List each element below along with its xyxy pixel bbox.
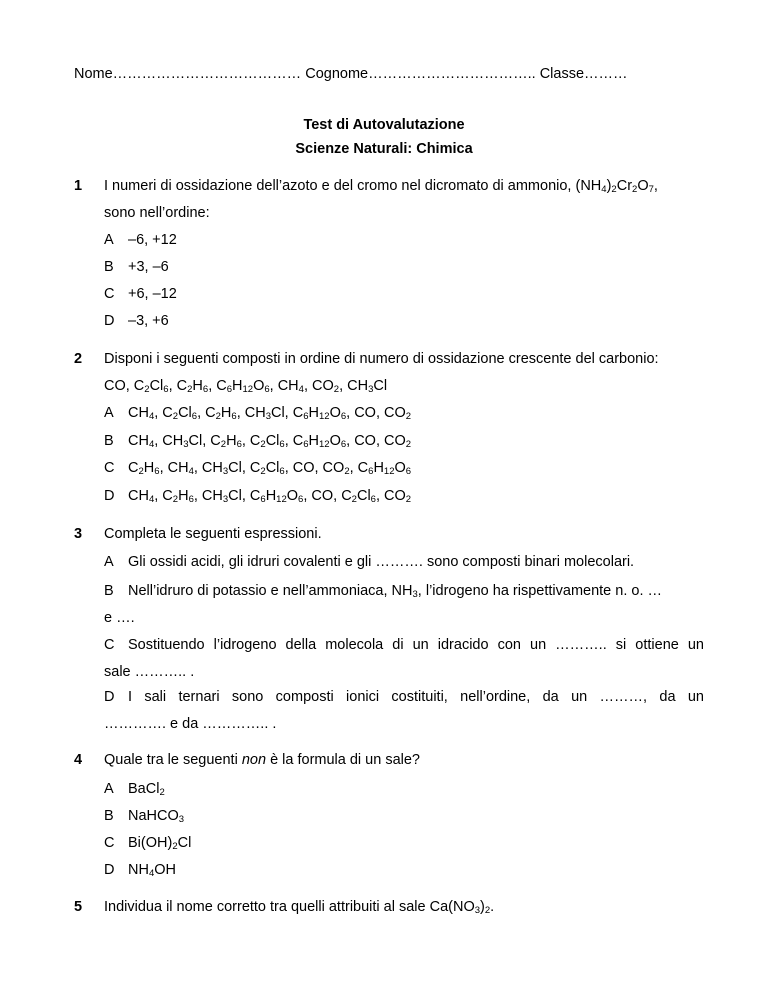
question-4-text-emphasis: non (241, 752, 267, 768)
nome-field[interactable]: Nome………………………………… (74, 66, 302, 82)
option-letter: B (104, 583, 114, 599)
question-4-option-d[interactable] (104, 862, 176, 878)
question-1-option-c[interactable] (104, 286, 177, 302)
option-letter: B (104, 259, 114, 275)
question-1-number: 1 (74, 178, 83, 194)
option-text: $Bi(OH)_2Cl$ (128, 835, 192, 852)
question-4-text (104, 752, 420, 768)
item-text: Gli ossidi acidi, gli idruri covalenti e gli ………. sono composti binari molecolari. (128, 554, 635, 570)
option-letter: D (104, 689, 115, 705)
question-3-item-a (104, 554, 634, 570)
option-letter: A (104, 232, 114, 248)
option-letter: C (104, 835, 115, 851)
question-4-option-c[interactable] (104, 835, 191, 851)
option-text: $CH_4$, $C_2H_6$, $CH_3Cl$, $C_6H_{12}O_6$, CO, $C_2Cl_6$, $CO_2$ (128, 488, 412, 505)
option-letter: B (104, 433, 114, 449)
option-text: +6, –12 (128, 286, 177, 302)
question-3-item-c-cont: sale ……….. . (104, 664, 195, 680)
question-3-item-b (104, 583, 662, 599)
question-3-number: 3 (74, 526, 83, 542)
item-text: I sali ternari sono composti ionici costituiti, nell’ordine, da un ………, da un (128, 689, 704, 705)
question-1-option-a[interactable] (104, 232, 177, 248)
option-letter: B (104, 808, 114, 824)
question-3-text: Completa le seguenti espressioni. (104, 526, 322, 542)
question-1-text (104, 178, 658, 194)
question-4-number: 4 (74, 752, 83, 768)
option-letter: D (104, 862, 115, 878)
option-text: $CH_4$, $CH_3Cl$, $C_2H_6$, $C_2Cl_6$, $C_6H_{12}O_6$, CO, $CO_2$ (128, 433, 412, 450)
item-text-post: , l’idrogeno ha rispettivamente n. o. … (417, 583, 663, 599)
question-4-option-b[interactable] (104, 808, 184, 824)
option-letter: C (104, 286, 115, 302)
question-3-item-d-cont: …………. e da ………….. . (104, 716, 277, 732)
question-4-text-post: è la formula di un sale? (266, 752, 420, 768)
question-2-number: 2 (74, 351, 83, 367)
question-2-option-d[interactable] (104, 488, 411, 504)
cognome-field[interactable]: Cognome…………………………….. (305, 66, 536, 82)
option-text: $C_2H_6$, $CH_4$, $CH_3Cl$, $C_2Cl_6$, CO, $CO_2$, $C_6H_{12}O_6$ (128, 460, 412, 477)
page-subtitle: Scienze Naturali: Chimica (295, 141, 473, 157)
question-3-item-c (104, 637, 704, 653)
option-text: BaCl$_2$ (128, 781, 165, 798)
item-subscript: 3 (412, 589, 418, 600)
question-2-option-c[interactable] (104, 460, 411, 476)
question-5-text: Individua il nome corretto tra quelli attribuiti al sale $Ca(NO_3)_2$. (104, 899, 495, 916)
question-1-text-main: I numeri di ossidazione dell’azoto e del cromo nel dicromato di ammonio, (104, 178, 572, 194)
question-1-option-b[interactable] (104, 259, 169, 275)
option-text: NaHCO$_3$ (128, 808, 185, 825)
option-text: +3, –6 (128, 259, 169, 275)
question-3-item-d (104, 689, 704, 705)
option-text: –6, +12 (128, 232, 177, 248)
question-3-item-b-cont: e …. (104, 610, 135, 626)
option-letter: D (104, 313, 115, 329)
item-text: Sostituendo l’idrogeno della molecola di un idracido con un ……….. si ottiene un (128, 637, 704, 653)
option-text: $NH_4OH$ (128, 862, 176, 879)
option-letter: A (104, 554, 114, 570)
formula-ammonium-dichromate: $(NH_4)_2Cr_2O_7$, (575, 178, 658, 195)
option-letter: C (104, 460, 115, 476)
question-2-option-a[interactable] (104, 405, 411, 421)
question-1-text-cont: sono nell’ordine: (104, 205, 210, 221)
question-2-option-b[interactable] (104, 433, 411, 449)
student-info-line (74, 66, 628, 82)
option-letter: C (104, 637, 115, 653)
question-4-text-pre: Quale tra le seguenti (104, 752, 242, 768)
option-letter: A (104, 781, 114, 797)
question-2-text: Disponi i seguenti composti in ordine di numero di ossidazione crescente del carbonio: (104, 351, 659, 367)
item-text-pre: Nell’idruro di potassio e nell’ammoniaca, NH (128, 583, 413, 599)
question-5-number: 5 (74, 899, 83, 915)
page-title: Test di Autovalutazione (303, 117, 465, 133)
option-text: $CH_4$, $C_2Cl_6$, $C_2H_6$, $CH_3Cl$, $C_6H_{12}O_6$, CO, $CO_2$ (128, 405, 412, 422)
classe-field[interactable]: Classe……… (539, 66, 628, 82)
question-4-option-a[interactable] (104, 781, 165, 797)
option-text: –3, +6 (128, 313, 169, 329)
question-1-option-d[interactable] (104, 313, 169, 329)
question-5-text-main: Individua il nome corretto tra quelli attribuiti al sale Ca(NO (104, 899, 475, 915)
question-2-compounds: CO, $C_2Cl_6$, $C_2H_6$, $C_6H_{12}O_6$, $CH_4$, $CO_2$, $CH_3Cl$ (104, 378, 388, 395)
option-letter: A (104, 405, 114, 421)
option-letter: D (104, 488, 115, 504)
